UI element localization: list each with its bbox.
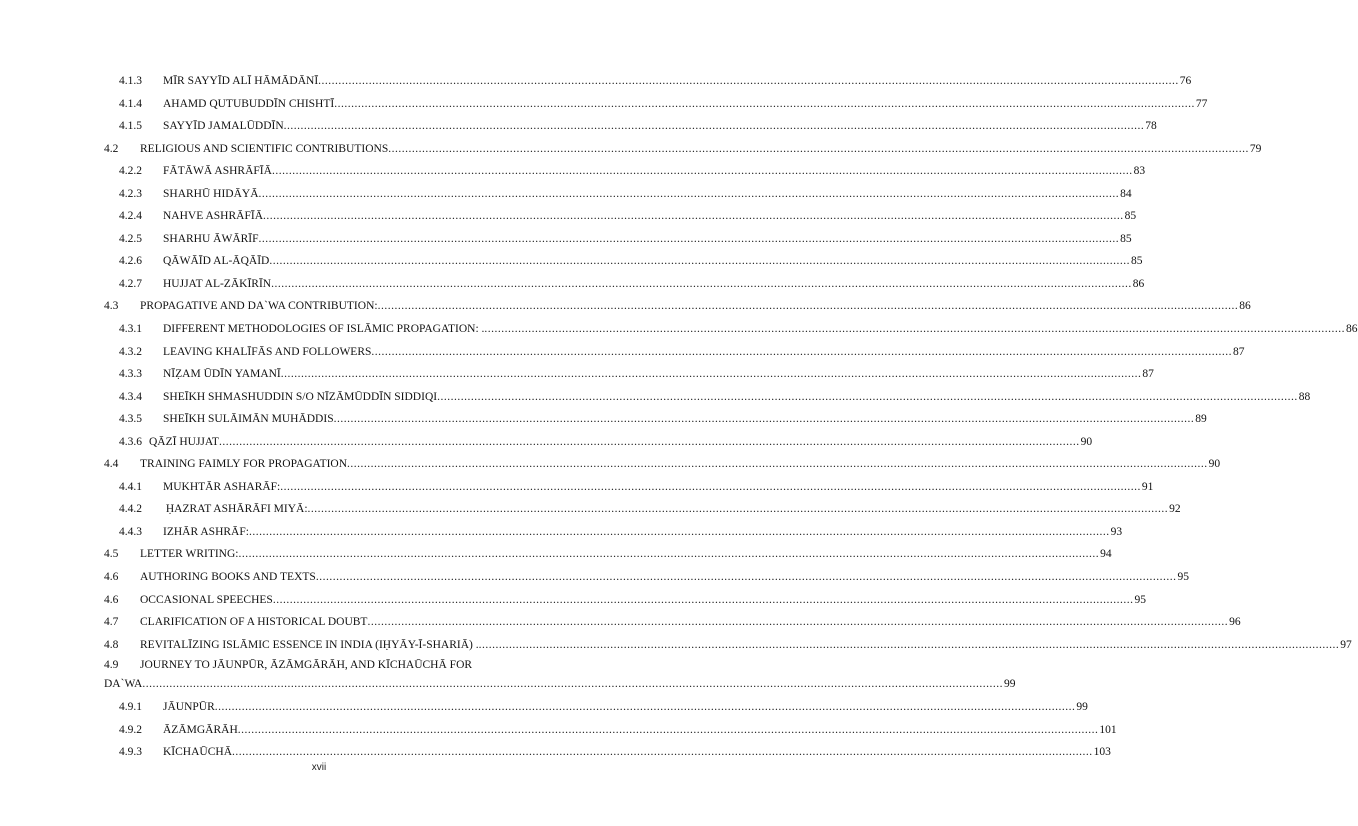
toc-entry-page: 101 bbox=[1099, 723, 1117, 736]
toc-entry-page: 84 bbox=[1120, 187, 1132, 200]
toc-entry-number: 4.9.1 bbox=[119, 701, 142, 714]
dot-leader bbox=[280, 476, 1141, 499]
toc-entry-page: 95 bbox=[1177, 571, 1189, 584]
toc-entry-title: RELIGIOUS AND SCIENTIFIC CONTRIBUTIONS bbox=[140, 142, 389, 155]
dot-leader bbox=[378, 295, 1239, 318]
toc-entry-title: JOURNEY TO JĀUNPŪR, ĀZĀMGĀRĀH, AND KĪCHAŪCHĀ FOR bbox=[140, 659, 473, 672]
toc-entry-number: 4.9.2 bbox=[119, 723, 142, 736]
toc-entry-title: NAHVE ASHRĀFĪĀ bbox=[163, 210, 263, 223]
toc-entry-number: 4.9.3 bbox=[119, 746, 142, 759]
toc-entry-number: 4.3.4 bbox=[119, 390, 142, 403]
toc-entry-title: FĀTĀWĀ ASHRĀFĪĀ bbox=[163, 165, 272, 178]
dot-leader bbox=[271, 273, 1132, 296]
dot-leader bbox=[334, 408, 1195, 431]
toc-entry-number: 4.2.5 bbox=[119, 232, 142, 245]
toc-entry[interactable] bbox=[104, 656, 1016, 696]
toc-entry-title: DIFFERENT METHODOLOGIES OF ISLĀMIC PROPAGATION: . bbox=[163, 323, 485, 336]
toc-entry-page: 93 bbox=[1110, 525, 1123, 538]
toc-entry[interactable] bbox=[104, 318, 1358, 341]
toc-entry-title: AUTHORING BOOKS AND TEXTS bbox=[140, 571, 316, 584]
toc-entry-page: 88 bbox=[1298, 390, 1311, 403]
toc-entry-page: 96 bbox=[1229, 616, 1241, 629]
toc-entry[interactable] bbox=[104, 696, 1088, 719]
toc-entry[interactable] bbox=[104, 498, 1181, 521]
toc-entry[interactable] bbox=[104, 70, 1192, 93]
toc-entry-page: 97 bbox=[1340, 638, 1352, 651]
toc-entry[interactable] bbox=[104, 741, 1111, 764]
dot-leader bbox=[367, 611, 1228, 634]
toc-entry-title: SHARHŪ HIDĀYĀ bbox=[163, 187, 259, 200]
toc-entry-page: 95 bbox=[1134, 593, 1146, 606]
toc-entry[interactable] bbox=[104, 386, 1311, 409]
toc-entry[interactable] bbox=[104, 589, 1146, 612]
toc-entry-title: SAYYĪD JAMALŪDDĪN bbox=[163, 120, 284, 133]
toc-entry[interactable] bbox=[104, 295, 1251, 318]
toc-entry[interactable] bbox=[104, 543, 1112, 566]
toc-entry-number: 4.6 bbox=[104, 571, 119, 584]
toc-entry-page: 92 bbox=[1169, 503, 1181, 516]
toc-entry[interactable] bbox=[104, 431, 1093, 454]
toc-entry-page: 85 bbox=[1120, 232, 1132, 245]
toc-entry[interactable] bbox=[104, 453, 1221, 476]
dot-leader bbox=[281, 363, 1142, 386]
toc-entry-title-continued: DA`WA bbox=[104, 678, 143, 691]
toc-entry[interactable] bbox=[104, 138, 1262, 161]
toc-entry[interactable] bbox=[104, 363, 1154, 386]
toc-entry-number: 4.2 bbox=[104, 142, 119, 155]
toc-entry-title: REVITALĪZING ISLĀMIC ESSENCE IN INDIA (IḤYĀY-Ī-SHARIĀ) . bbox=[140, 638, 479, 651]
dot-leader bbox=[269, 250, 1130, 273]
toc-entry-page: 85 bbox=[1130, 255, 1143, 268]
toc-entry-page: 86 bbox=[1132, 277, 1145, 290]
toc-entry-title: AHAMD QUTUBUDDĪN CHISHTĪ bbox=[163, 97, 335, 110]
toc-entry-page: 99 bbox=[1076, 701, 1088, 714]
toc-entry-title: QĀWĀĪD AL-ĀQĀĪD bbox=[163, 255, 270, 268]
toc-entry-page: 91 bbox=[1141, 480, 1154, 493]
dot-leader bbox=[437, 386, 1298, 409]
toc-entry-page: 77 bbox=[1195, 97, 1208, 110]
toc-entry-title: LETTER WRITING: bbox=[140, 548, 239, 561]
toc-entry-number: 4.6 bbox=[104, 593, 119, 606]
toc-entry-page: 79 bbox=[1249, 142, 1262, 155]
toc-entry-number: 4.4.1 bbox=[119, 480, 142, 493]
dot-leader bbox=[284, 115, 1145, 138]
toc-entry-title: PROPAGATIVE AND DA`WA CONTRIBUTION: bbox=[140, 300, 378, 313]
toc-entry-number: 4.2.6 bbox=[119, 255, 142, 268]
dot-leader bbox=[388, 138, 1249, 161]
toc-entry-number: 4.7 bbox=[104, 616, 119, 629]
dot-leader bbox=[347, 453, 1208, 476]
toc-entry[interactable] bbox=[104, 228, 1132, 251]
toc-entry[interactable] bbox=[104, 183, 1132, 206]
toc-entry-page: 94 bbox=[1100, 548, 1112, 561]
toc-entry[interactable] bbox=[104, 719, 1117, 742]
toc-entry[interactable] bbox=[104, 93, 1208, 116]
toc-entry-page: 89 bbox=[1195, 413, 1207, 426]
toc-entry-number: 4.1.3 bbox=[119, 75, 142, 87]
toc-entry[interactable] bbox=[104, 341, 1245, 364]
dot-leader bbox=[259, 228, 1120, 251]
toc-entry-title: OCCASIONAL SPEECHES bbox=[140, 593, 273, 606]
toc-entry-title: MĪR SAYYĪD ALĪ HĀMĀDĀNĪ bbox=[163, 75, 319, 87]
toc-entry[interactable] bbox=[104, 160, 1146, 183]
toc-entry-title: MUKHTĀR ASHARĀF: bbox=[163, 480, 281, 493]
toc-entry-title: TRAINING FAIMLY FOR PROPAGATION bbox=[140, 458, 348, 471]
dot-leader bbox=[238, 719, 1099, 742]
toc-entry[interactable] bbox=[104, 611, 1241, 634]
toc-entry-title: KĪCHAŪCHĀ bbox=[163, 746, 232, 759]
dot-leader bbox=[479, 634, 1340, 657]
toc-entry-title: ḤAZRAT ASHĀRĀFI MIYĀ: bbox=[163, 503, 308, 516]
toc-entry-number: 4.3.5 bbox=[119, 413, 142, 426]
dot-leader bbox=[259, 183, 1120, 206]
dot-leader bbox=[249, 521, 1110, 544]
toc-entry-page: 90 bbox=[1208, 458, 1221, 471]
toc-entry-page: 76 bbox=[1179, 75, 1192, 87]
dot-leader bbox=[238, 543, 1099, 566]
toc-entry-page: 85 bbox=[1124, 210, 1137, 223]
toc-entry-number: 4.4.2 bbox=[119, 503, 142, 516]
toc-entry[interactable] bbox=[104, 521, 1123, 544]
toc-entry-number: 4.1.4 bbox=[119, 97, 142, 110]
toc-entry[interactable] bbox=[104, 115, 1157, 138]
toc-entry-number: 4.4 bbox=[104, 458, 119, 471]
toc-entry-title: QĀZĪ HUJJAT bbox=[149, 435, 219, 448]
toc-entry-number: 4.8 bbox=[104, 638, 119, 651]
dot-leader bbox=[272, 160, 1133, 183]
toc-entry-number: 4.3 bbox=[104, 300, 119, 313]
dot-leader bbox=[316, 566, 1177, 589]
toc-entry-page: 87 bbox=[1233, 345, 1245, 358]
toc-entry-number: 4.2.4 bbox=[119, 210, 142, 223]
dot-leader bbox=[215, 696, 1076, 719]
toc-entry-number: 4.1.5 bbox=[119, 120, 142, 133]
dot-leader bbox=[232, 741, 1093, 764]
toc-entry-title: JĀUNPŪR bbox=[163, 701, 215, 714]
toc-entry-page: 86 bbox=[1346, 323, 1358, 336]
dot-leader bbox=[142, 675, 1003, 694]
toc-entry-page: 78 bbox=[1145, 120, 1157, 133]
dot-leader bbox=[308, 498, 1169, 521]
toc-entry[interactable] bbox=[104, 250, 1143, 273]
toc-entry-title: SHARHU ĀWĀRĪF bbox=[163, 232, 259, 245]
toc-entry-title: NĪẒAM ŪDĪN YAMANĪ bbox=[163, 368, 281, 381]
toc-entry[interactable] bbox=[104, 273, 1145, 296]
dot-leader bbox=[273, 589, 1134, 612]
toc-entry-title: SHEĪKH SHMASHUDDIN S/O NĪZĀMŪDDĪN SIDDIQI bbox=[163, 390, 438, 403]
toc-entry-number: 4.3.2 bbox=[119, 345, 142, 358]
dot-leader bbox=[219, 431, 1080, 454]
toc-entry-title: CLARIFICATION OF A HISTORICAL DOUBT bbox=[140, 616, 368, 629]
toc-entry-page: 90 bbox=[1080, 435, 1093, 448]
toc-entry[interactable] bbox=[104, 566, 1189, 589]
toc-entry-title: HUJJAT AL-ZĀKĪRĪN bbox=[163, 277, 272, 290]
page-number: xvii bbox=[311, 762, 327, 773]
dot-leader bbox=[334, 93, 1195, 116]
toc-entry-number: 4.3.3 bbox=[119, 368, 142, 381]
toc-entry[interactable] bbox=[104, 634, 1352, 657]
toc-entry-title: SHEĪKH SULĀIMĀN MUHĀDDIS bbox=[163, 413, 334, 426]
toc-entry-number: 4.4.3 bbox=[119, 525, 142, 538]
toc-entry[interactable] bbox=[104, 205, 1137, 228]
toc-entry-number: 4.2.2 bbox=[119, 165, 142, 178]
dot-leader bbox=[263, 205, 1124, 228]
toc-entry[interactable] bbox=[104, 476, 1154, 499]
toc-entry-number: 4.3.6 bbox=[119, 435, 142, 448]
toc-entry-number: 4.2.3 bbox=[119, 187, 142, 200]
toc-entry[interactable] bbox=[104, 408, 1207, 431]
toc-entry-title: LEAVING KHALĪFĀS AND FOLLOWERS bbox=[163, 345, 372, 358]
toc-entry-number: 4.3.1 bbox=[119, 323, 142, 336]
toc-entry-page: 87 bbox=[1142, 368, 1154, 381]
toc-entry-title: IZHĀR ASHRĀF: bbox=[163, 525, 249, 538]
dot-leader bbox=[371, 341, 1232, 364]
dot-leader bbox=[484, 318, 1345, 341]
toc-entry-number: 4.2.7 bbox=[119, 277, 142, 290]
toc-entry-page: 83 bbox=[1133, 165, 1146, 178]
toc-entry-number: 4.9 bbox=[104, 659, 119, 672]
dot-leader bbox=[318, 70, 1179, 93]
toc-entry-page: 99 bbox=[1003, 678, 1016, 691]
toc-entry-page: 103 bbox=[1093, 746, 1111, 759]
toc-entry-page: 86 bbox=[1239, 300, 1251, 313]
table-of-contents bbox=[104, 70, 1358, 764]
toc-entry-number: 4.5 bbox=[104, 548, 119, 561]
toc-entry-title: ĀZĀMGĀRĀH bbox=[163, 723, 238, 736]
